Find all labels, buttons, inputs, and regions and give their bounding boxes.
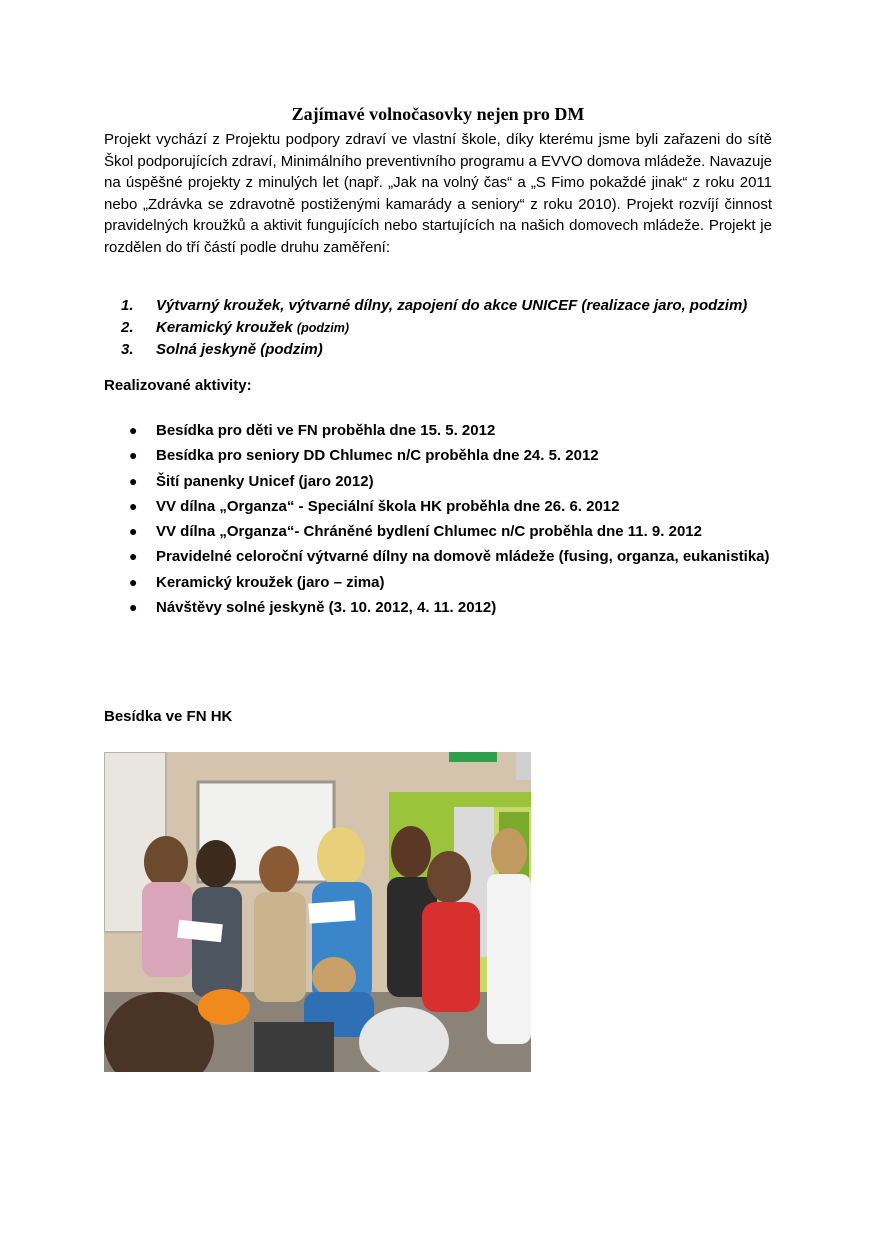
part-text: Keramický kroužek (156, 319, 297, 336)
activity-item: ● VV dílna „Organza“ - Speciální škola HK proběhla dne 26. 6. 2012 (129, 497, 620, 515)
project-parts-list (104, 295, 784, 361)
part-number: 2. (121, 319, 134, 336)
part-note: (podzim) (296, 321, 349, 335)
activity-item: ● Besídka pro seniory DD Chlumec n/C proběhla dne 24. 5. 2012 (129, 447, 599, 465)
activity-item: ● Pravidelné celoroční výtvarné dílny na domově mládeže (fusing, organza, eukanistika) (129, 548, 770, 566)
activities-heading: Realizované aktivity: (104, 377, 252, 394)
project-part-item (104, 339, 784, 361)
project-part-item (104, 317, 784, 339)
part-text: Výtvarný kroužek, výtvarné dílny, zapojení do akce UNICEF (realizace jaro, podzim) (156, 297, 748, 314)
activities-list (104, 420, 772, 622)
activity-item: ● Besídka pro děti ve FN proběhla dne 15. 5. 2012 (129, 422, 496, 439)
bullet-icon: ● (129, 548, 138, 565)
bullet-icon: ● (129, 573, 138, 590)
part-number: 3. (121, 341, 134, 358)
photo-caption: Besídka ve FN HK (104, 708, 233, 725)
bullet-icon: ● (129, 472, 138, 489)
bullet-icon: ● (129, 422, 138, 438)
event-photo-illustration (104, 752, 531, 1072)
part-text: Solná jeskyně (podzim) (156, 341, 323, 358)
activity-item: ● Keramický kroužek (jaro – zima) (129, 573, 385, 591)
document-title: Zajímavé volnočasovky nejen pro DM (291, 104, 585, 124)
part-number: 1. (121, 297, 134, 314)
bullet-icon: ● (129, 497, 138, 514)
bullet-icon: ● (129, 599, 138, 616)
bullet-icon: ● (129, 523, 138, 540)
event-photo (104, 752, 531, 1072)
intro-paragraph: Projekt vychází z Projektu podpory zdraví ve vlastní škole, díky kterému jsme byli zařazeni do sítě Škol podporujících zdraví, Minimálního preventivního programu a EVVO domova mládeže. Navazuje na úspěšné projekty z minulých let (např. „Jak na volný čas“ a „S Fimo pokaždé jinak“ z roku 2011 nebo „Zdrávka se zdravotně postiženými kamarády a seniory“ z roku 2010). Projekt rozvíjí činnost pravidelných kroužků a aktivit fungujících nebo startujících na našich domovech mládeže. Projekt je rozdělen do tří částí podle druhu zaměření: (104, 131, 772, 256)
activity-item: ● Šití panenky Unicef (jaro 2012) (129, 472, 374, 490)
activity-item: ● VV dílna „Organza“- Chráněné bydlení Chlumec n/C proběhla dne 11. 9. 2012 (129, 523, 702, 541)
activity-item: ● Návštěvy solné jeskyně (3. 10. 2012, 4. 11. 2012) (129, 599, 497, 617)
project-part-item (104, 295, 784, 317)
bullet-icon: ● (129, 447, 138, 464)
